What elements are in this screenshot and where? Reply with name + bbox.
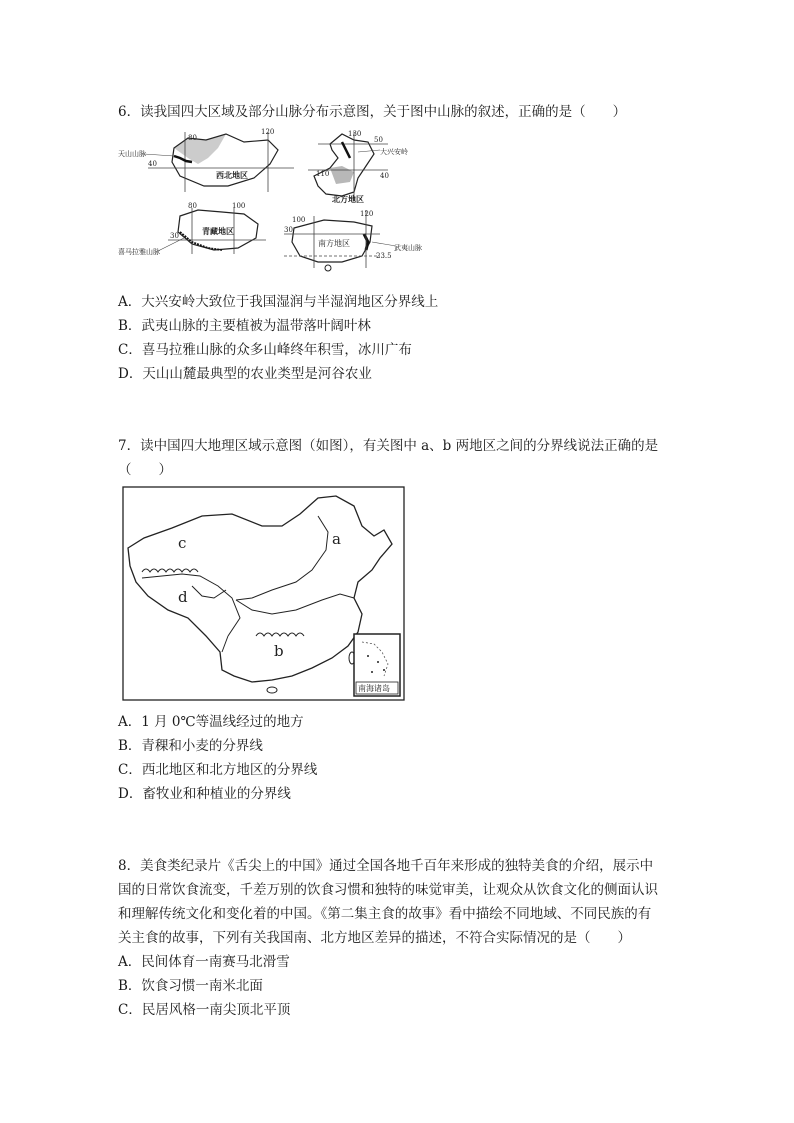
q6-option-d[interactable]: D．天山山麓最典型的农业类型是河谷农业 xyxy=(118,366,372,382)
tibet-lon-80: 80 xyxy=(188,202,197,210)
n-lat-40: 40 xyxy=(380,172,389,180)
tibet-region-map xyxy=(118,202,266,256)
himalaya-label: 喜马拉雅山脉 xyxy=(118,248,160,256)
q7-option-b[interactable]: B．青稞和小麦的分界线 xyxy=(118,738,263,754)
s-lon-100: 100 xyxy=(292,216,306,224)
question-8-stem-line-4: 关主食的故事，下列有关我国南、北方地区差异的描述，不符合实际情况的是（ ） xyxy=(118,930,631,946)
n-region-name: 北方地区 xyxy=(332,194,364,204)
tibet-region-name: 青藏地区 xyxy=(202,226,234,236)
region-b-label: b xyxy=(274,642,284,660)
inset-label: 南海诸岛 xyxy=(358,684,390,693)
s-region-name: 南方地区 xyxy=(318,239,350,248)
northwest-region-map xyxy=(118,128,294,192)
q6-option-b[interactable]: B．武夷山脉的主要植被为温带落叶阔叶林 xyxy=(118,318,371,334)
q8-option-a[interactable]: A．民间体育一南赛马北滑雪 xyxy=(118,954,290,970)
north-region-map xyxy=(308,130,408,204)
tibet-lat-30: 30 xyxy=(170,232,179,240)
q6-option-a[interactable]: A．大兴安岭大致位于我国湿润与半湿润地区分界线上 xyxy=(118,294,439,310)
nw-lon-80: 80 xyxy=(188,134,197,142)
nw-lon-120: 120 xyxy=(261,128,275,136)
daxinganling-label: 大兴安岭 xyxy=(380,148,408,156)
n-lat-50: 50 xyxy=(374,136,383,144)
tianshan-label: 天山山脉 xyxy=(118,150,146,158)
south-region-map xyxy=(284,210,422,271)
n-lon-110: 110 xyxy=(316,170,330,178)
question-8-stem-line-1: 8．美食类纪录片《舌尖上的中国》通过全国各地千百年来形成的独特美食的介绍，展示中 xyxy=(118,858,654,874)
q8-option-b[interactable]: B．饮食习惯一南米北面 xyxy=(118,978,263,994)
question-7-stem-cont: （ ） xyxy=(118,462,172,478)
nw-region-name: 西北地区 xyxy=(216,170,248,180)
q7-option-d[interactable]: D．畜牧业和种植业的分界线 xyxy=(118,786,291,802)
region-a-label: a xyxy=(332,530,341,548)
wuyi-label: 武夷山脉 xyxy=(394,244,422,252)
n-lon-130: 130 xyxy=(348,130,362,138)
q7-option-c[interactable]: C．西北地区和北方地区的分界线 xyxy=(118,762,318,778)
q7-option-a[interactable]: A．1 月 0℃等温线经过的地方 xyxy=(118,714,304,730)
s-lon-120: 120 xyxy=(360,210,374,218)
question-8-stem-line-2: 国的日常饮食流变，千差万别的饮食习惯和独特的味觉审美，让观众从饮食文化的侧面认识 xyxy=(118,882,658,898)
s-lat-23-5: 23.5 xyxy=(376,252,392,260)
q6-option-c[interactable]: C．喜马拉雅山脉的众多山峰终年积雪，冰川广布 xyxy=(118,342,412,358)
nw-lat-40: 40 xyxy=(148,160,157,168)
q8-option-c[interactable]: C．民居风格一南尖顶北平顶 xyxy=(118,1002,291,1018)
tibet-lon-100: 100 xyxy=(232,202,246,210)
region-c-label: c xyxy=(178,534,187,552)
s-lat-30: 30 xyxy=(284,226,293,234)
question-8-stem-line-3: 和理解传统文化和变化着的中国。《第二集主食的故事》看中描绘不同地域、不同民族的有 xyxy=(118,906,652,922)
question-7-stem: 7．读中国四大地理区域示意图（如图），有关图中 a、b 两地区之间的分界线说法正确的是 xyxy=(118,438,659,454)
q6-region-mountain-figure xyxy=(118,128,438,276)
south-china-sea-inset xyxy=(354,634,400,696)
q7-china-four-regions-map xyxy=(122,486,406,702)
region-d-label: d xyxy=(178,588,188,606)
question-6-stem: 6．读我国四大区域及部分山脉分布示意图，关于图中山脉的叙述，正确的是（ ） xyxy=(118,104,627,120)
